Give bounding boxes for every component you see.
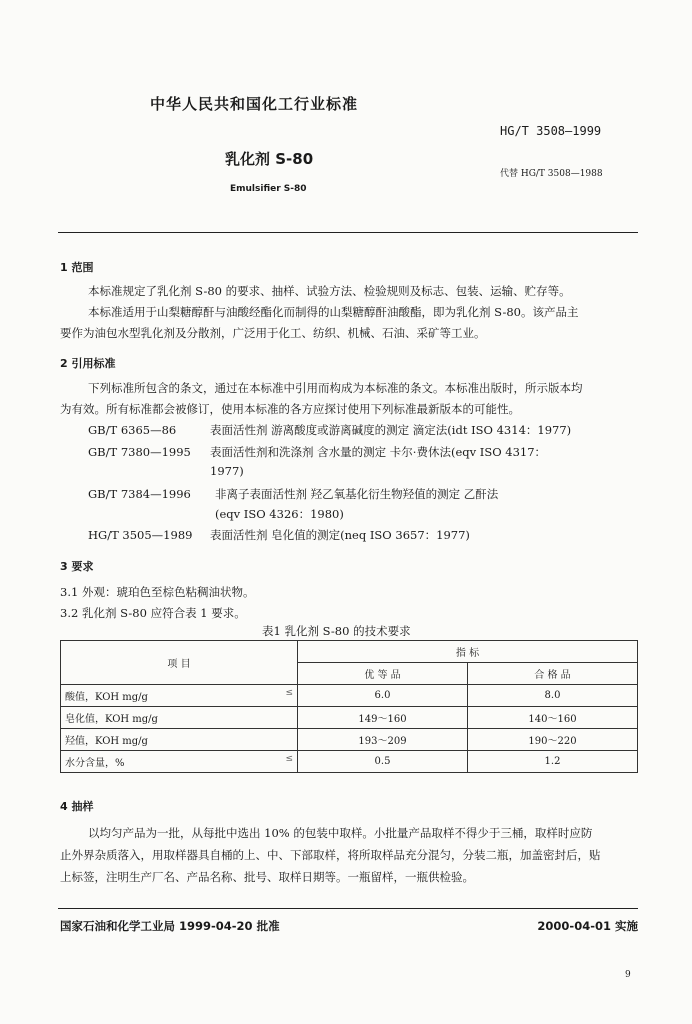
row-premium: 193～209 — [298, 729, 468, 751]
section-4-text: 上标签，注明生产厂名、产品名称、批号、取样日期等。一瓶留样，一瓶供检验。 — [60, 870, 474, 884]
row-qualified: 8.0 — [468, 685, 638, 707]
section-4-heading: 4 抽样 — [60, 800, 94, 813]
requirement-item: 3.1 外观：琥珀色至棕色粘稠油状物。 — [60, 585, 255, 599]
section-1-text: 本标准规定了乳化剂 S-80 的要求、抽样、试验方法、检验规则及标志、包装、运输、贮存等。 — [88, 284, 571, 298]
table-row — [61, 685, 638, 707]
section-1-text: 本标准适用于山梨糖醇酐与油酸经酯化而制得的山梨糖醇酐油酸酯，即为乳化剂 S-80。该产品主 — [88, 305, 579, 319]
table-row — [61, 707, 638, 729]
row-qualified: 140～160 — [468, 707, 638, 729]
reference-text: 表面活性剂和洗涤剂 含水量的测定 卡尔·费休法(eqv ISO 4317： — [210, 445, 547, 459]
table-caption: 表1 乳化剂 S-80 的技术要求 — [262, 624, 411, 638]
reference-text: 1977) — [210, 464, 244, 478]
header-qualified: 合 格 品 — [468, 663, 638, 685]
row-symbol: ≤ — [285, 754, 293, 764]
section-3-heading: 3 要求 — [60, 560, 94, 573]
row-qualified: 1.2 — [468, 751, 638, 773]
header-premium: 优 等 品 — [298, 663, 468, 685]
requirements-table — [60, 640, 638, 773]
row-item: 皂化值，KOH mg/g — [61, 707, 298, 729]
row-item: 羟值，KOH mg/g — [61, 729, 298, 751]
row-item — [61, 685, 298, 707]
replaces-standard: 代替 HG/T 3508—1988 — [500, 169, 603, 179]
title-en: Emulsifier S-80 — [230, 184, 307, 194]
row-item-label: 酸值，KOH mg/g — [65, 692, 148, 703]
row-premium: 149～160 — [298, 707, 468, 729]
title-cn: 乳化剂 S-80 — [225, 150, 314, 168]
reference-text: 表面活性剂 游离酸度或游离碱度的测定 滴定法(idt ISO 4314：1977) — [210, 423, 572, 437]
footer-rule — [58, 908, 638, 909]
header-index: 指 标 — [298, 641, 638, 663]
table-row — [61, 729, 638, 751]
section-2-heading: 2 引用标准 — [60, 357, 116, 370]
reference-text: 非离子表面活性剂 羟乙氧基化衍生物羟值的测定 乙酐法 — [215, 487, 499, 501]
page-number: 9 — [625, 970, 631, 980]
header-item: 项 目 — [61, 641, 298, 685]
row-item-label: 水分含量，% — [65, 758, 125, 769]
row-premium: 0.5 — [298, 751, 468, 773]
reference-text: 表面活性剂 皂化值的测定(neq ISO 3657：1977) — [210, 528, 470, 542]
section-1-heading: 1 范围 — [60, 261, 94, 274]
industry-title: 中华人民共和国化工行业标准 — [150, 95, 359, 113]
section-4-text: 止外界杂质落入，用取样器具自桶的上、中、下部取样，将所取样品充分混匀，分装二瓶，加盖密封后，贴 — [60, 848, 601, 862]
reference-code: GB/T 7384—1996 — [88, 487, 191, 501]
section-4-text: 以均匀产品为一批，从每批中选出 10% 的包装中取样。小批量产品取样不得少于三桶，取样时应防 — [88, 826, 593, 840]
row-symbol: ≤ — [285, 688, 293, 698]
requirement-item: 3.2 乳化剂 S-80 应符合表 1 要求。 — [60, 606, 246, 620]
header-rule — [58, 232, 638, 233]
reference-text: (eqv ISO 4326：1980) — [215, 507, 344, 521]
row-qualified: 190～220 — [468, 729, 638, 751]
section-2-text: 为有效。所有标准都会被修订，使用本标准的各方应探讨使用下列标准最新版本的可能性。 — [60, 402, 520, 416]
table-row — [61, 751, 638, 773]
section-2-text: 下列标准所包含的条文，通过在本标准中引用而构成为本标准的条文。本标准出版时，所示版本均 — [88, 381, 583, 395]
issuer: 国家石油和化学工业局 1999-04-20 批准 — [60, 919, 280, 933]
row-premium: 6.0 — [298, 685, 468, 707]
section-1-text: 要作为油包水型乳化剂及分散剂，广泛用于化工、纺织、机械、石油、采矿等工业。 — [60, 326, 486, 340]
row-item — [61, 751, 298, 773]
reference-code: GB/T 6365—86 — [88, 423, 177, 437]
effective-date: 2000-04-01 实施 — [537, 919, 638, 933]
standard-number: HG/T 3508—1999 — [500, 124, 602, 138]
reference-code: GB/T 7380—1995 — [88, 445, 191, 459]
reference-code: HG/T 3505—1989 — [88, 528, 193, 542]
